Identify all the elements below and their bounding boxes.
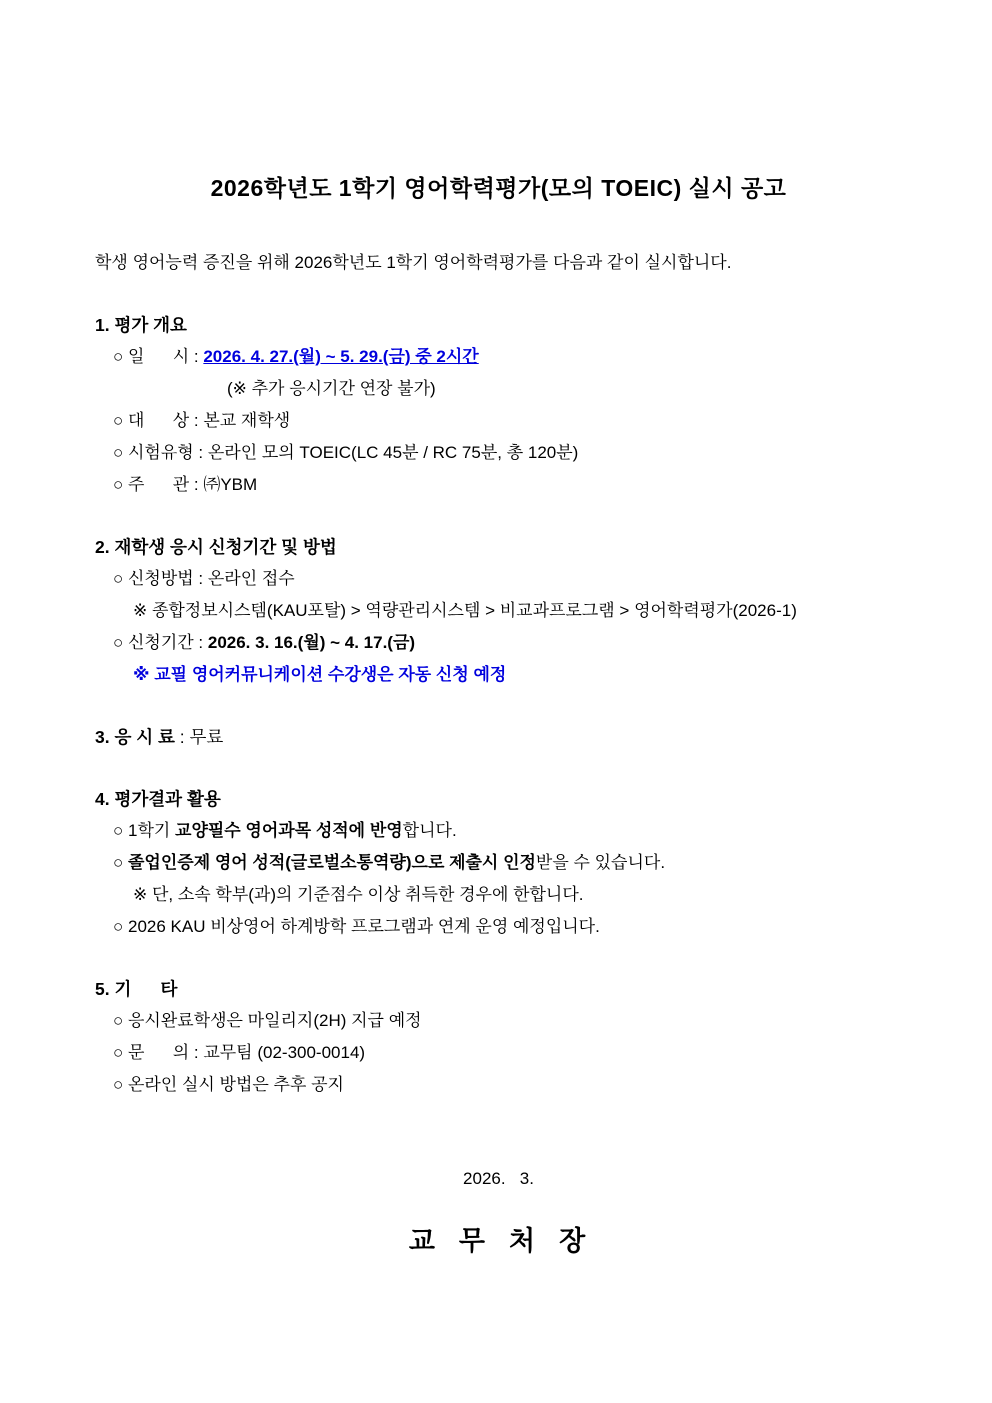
section-5-item-2 bbox=[95, 1037, 902, 1069]
section-2-item-2 bbox=[95, 595, 902, 627]
section-5-item-1-text-run: ○ 응시완료학생은 마일리지(2H) 지급 예정 bbox=[113, 1011, 422, 1030]
signature: 교 무 처 장 bbox=[408, 1226, 589, 1256]
section-4-item-1 bbox=[95, 815, 902, 847]
section-1-item-4-text-run: ○ 시험유형 : 온라인 모의 TOEIC(LC 45분 / RC 75분, 총 120분) bbox=[113, 443, 579, 462]
section-3 bbox=[95, 721, 902, 753]
section-4-item-2-text-run: 졸업인증제 영어 성적(글로벌소통역량)으로 제출시 인정 bbox=[128, 853, 536, 872]
exam-period-link[interactable]: 2026. 4. 27.(월) ~ 5. 29.(금) 중 2시간 bbox=[203, 347, 479, 366]
section-1-item-3-text-run: ○ 대 상 : 본교 재학생 bbox=[113, 411, 291, 430]
section-2-heading-text-run: 2. 재학생 응시 신청기간 및 방법 bbox=[95, 537, 337, 557]
intro-text: 학생 영어능력 증진을 위해 2026학년도 1학기 영어학력평가를 다음과 같이 실시합니다. bbox=[95, 253, 732, 272]
section-5-heading bbox=[95, 973, 902, 1005]
section-3-heading-text-run: : 무료 bbox=[174, 727, 224, 747]
section-1-item-5 bbox=[95, 469, 902, 501]
section-4-item-2-text-run: ○ bbox=[113, 853, 128, 872]
section-5-item-2-text-run: ○ 문 의 : 교무팀 (02-300-0014) bbox=[113, 1043, 366, 1062]
section-4-item-3-text-run: ※ 단, 소속 학부(과)의 기준점수 이상 취득한 경우에 한합니다. bbox=[133, 885, 584, 904]
page-title: 2026학년도 1학기 영어학력평가(모의 TOEIC) 실시 공고 bbox=[210, 175, 787, 201]
section-2-item-4 bbox=[95, 659, 902, 691]
section-1-item-3 bbox=[95, 405, 902, 437]
section-4-item-2 bbox=[95, 847, 902, 879]
section-5-heading-text-run: 5. 기 타 bbox=[95, 979, 178, 999]
section-2-heading bbox=[95, 531, 902, 563]
sections bbox=[95, 309, 902, 1101]
section-4-item-2-text-run: 받을 수 있습니다. bbox=[535, 853, 666, 872]
section-3-heading-text-run: 3. 응 시 료 bbox=[95, 727, 175, 747]
section-4-item-1-text-run: 합니다. bbox=[402, 821, 457, 840]
section-1-item-1 bbox=[95, 341, 902, 373]
section-2 bbox=[95, 531, 902, 691]
section-4-heading-text-run: 4. 평가결과 활용 bbox=[95, 789, 221, 809]
section-1-item-2 bbox=[95, 373, 902, 405]
section-2-item-3-text-run: 2026. 3. 16.(월) ~ 4. 17.(금) bbox=[207, 633, 416, 652]
section-4-item-1-text-run: ○ 1학기 bbox=[113, 821, 176, 840]
section-5-item-3 bbox=[95, 1069, 902, 1101]
section-4-item-3 bbox=[95, 879, 902, 911]
highlighted-note-text: ※ 교필 영어커뮤니케이션 수강생은 자동 신청 예정 bbox=[133, 665, 507, 684]
section-1-heading bbox=[95, 309, 902, 341]
section-1-heading-text-run: 1. 평가 개요 bbox=[95, 315, 187, 335]
section-1-item-2-text-run: (※ 추가 응시기간 연장 불가) bbox=[227, 379, 436, 398]
section-4 bbox=[95, 783, 902, 943]
section-2-item-3 bbox=[95, 627, 902, 659]
section-5 bbox=[95, 973, 902, 1101]
section-4-heading bbox=[95, 783, 902, 815]
date-line: 2026. 3. bbox=[463, 1169, 534, 1188]
section-2-item-1 bbox=[95, 563, 902, 595]
section-5-item-3-text-run: ○ 온라인 실시 방법은 추후 공지 bbox=[113, 1075, 344, 1094]
section-3-heading bbox=[95, 721, 902, 753]
section-4-item-4-text-run: ○ 2026 KAU 비상영어 하계방학 프로그램과 연계 운영 예정입니다. bbox=[113, 917, 600, 936]
section-2-item-1-text-run: ○ 신청방법 : 온라인 접수 bbox=[113, 569, 295, 588]
section-2-item-3-text-run: ○ 신청기간 : bbox=[113, 633, 208, 652]
section-5-item-1 bbox=[95, 1005, 902, 1037]
section-4-item-4 bbox=[95, 911, 902, 943]
section-1-item-4 bbox=[95, 437, 902, 469]
section-1-item-5-text-run: ○ 주 관 : ㈜YBM bbox=[113, 475, 258, 494]
section-2-item-2-text-run: ※ 종합정보시스템(KAU포탈) > 역량관리시스템 > 비교과프로그램 > 영어학력평가(2026-1) bbox=[133, 601, 797, 620]
section-1-item-1-text-run: ○ 일 시 : bbox=[113, 347, 204, 366]
section-1 bbox=[95, 309, 902, 501]
section-4-item-1-text-run: 교양필수 영어과목 성적에 반영 bbox=[175, 821, 403, 840]
